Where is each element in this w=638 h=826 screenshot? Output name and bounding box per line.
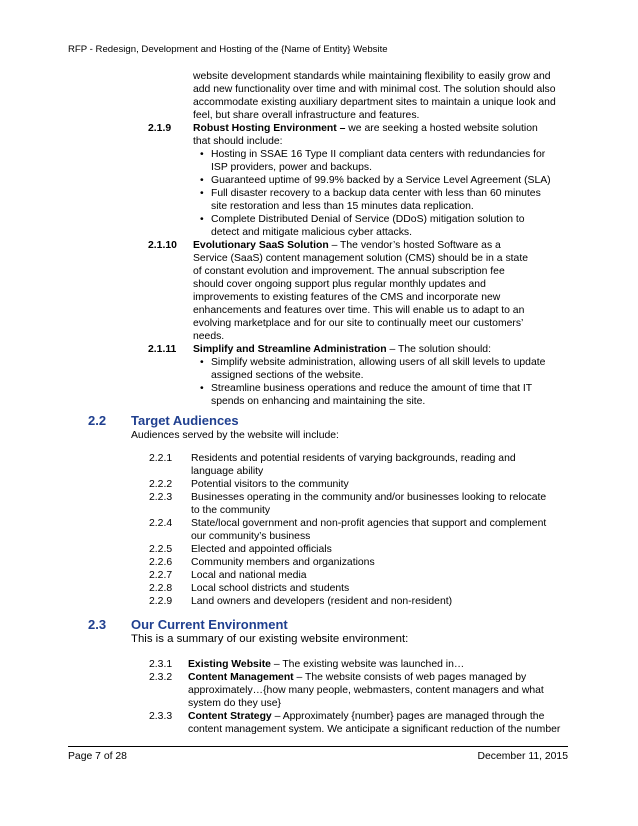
list-item-rest: – Approximately {number} pages are managed through the — [271, 711, 545, 722]
list-item-text — [188, 711, 544, 724]
list-item-text: approximately…{how many people, webmasters, content managers and what — [188, 685, 544, 696]
list-item-text: Businesses operating in the community and/or businesses looking to relocate — [191, 492, 547, 503]
list-number: 2.2.7 — [149, 570, 173, 581]
list-item-rest: – The existing website was launched in… — [270, 659, 465, 670]
intro-line: feel, but share overall infrastructure and features. — [193, 110, 420, 121]
section-2-2-intro: Audiences served by the website will include: — [131, 430, 339, 441]
list-item-text: Community members and organizations — [191, 557, 375, 568]
list-item-title: Existing Website — [188, 659, 271, 670]
bullet-text: detect and mitigate malicious cyber attacks. — [211, 227, 412, 238]
list-item-text: Local and national media — [191, 570, 307, 581]
bullet-text: Simplify website administration, allowing users of all skill levels to update — [211, 357, 546, 368]
list-item-text: Land owners and developers (resident and non-resident) — [191, 596, 453, 607]
bullet-text: site restoration and less than 15 minutes data replication. — [211, 201, 474, 212]
list-number: 2.2.4 — [149, 518, 173, 529]
bullet-text: Hosting in SSAE 16 Type II compliant data centers with redundancies for — [211, 149, 546, 160]
list-number: 2.2.9 — [149, 596, 173, 607]
list-item-text: system do they use} — [188, 698, 281, 709]
section-2-3-intro: This is a summary of our existing website environment: — [131, 633, 409, 645]
list-number: 2.3.3 — [149, 711, 173, 722]
item-2-1-11-title: Simplify and Streamline Administration — [193, 344, 387, 355]
bullet-dot: • — [200, 175, 204, 186]
list-number: 2.2.6 — [149, 557, 173, 568]
list-item-text: Elected and appointed officials — [191, 544, 332, 555]
bullet-dot: • — [200, 149, 204, 160]
bullet-text: assigned sections of the website. — [211, 370, 364, 381]
bullet-dot: • — [200, 188, 204, 199]
section-number-2-2: 2.2 — [88, 413, 107, 428]
list-item-text — [188, 659, 464, 672]
item-2-1-9-line: that should include: — [193, 136, 283, 147]
bullet-text: spends on enhancing and maintaining the site. — [211, 396, 426, 407]
bullet-text: Complete Distributed Denial of Service (DDoS) mitigation solution to — [211, 214, 525, 225]
item-2-1-11-heading — [193, 344, 491, 357]
item-2-1-10-line: of constant evolution and improvement. The annual subscription fee — [193, 266, 505, 277]
item-2-1-10-line: Service (SaaS) content management solution (CMS) should be in a state — [193, 253, 528, 264]
item-2-1-10-heading — [193, 240, 501, 253]
list-number: 2.2.1 — [149, 453, 173, 464]
bullet-text: Full disaster recovery to a backup data center with less than 60 minutes — [211, 188, 541, 199]
running-header: RFP - Redesign, Development and Hosting of the {Name of Entity} Website — [68, 44, 388, 55]
item-2-1-10-line: evolving marketplace and for our site to continually meet our customers’ — [193, 318, 524, 329]
item-number-2-1-10: 2.1.10 — [148, 240, 177, 251]
bullet-text: Guaranteed uptime of 99.9% backed by a Service Level Agreement (SLA) — [211, 175, 551, 186]
intro-line: accommodate existing auxiliary department sites to maintain a unique look and — [193, 97, 556, 108]
item-2-1-10-line: enhancements and features over time. This will enable us to adapt to an — [193, 305, 525, 316]
item-2-1-11-text: – The solution should: — [386, 344, 491, 355]
page-number: Page 7 of 28 — [68, 751, 127, 762]
list-item-text: State/local government and non-profit agencies that support and complement — [191, 518, 547, 529]
list-number: 2.2.8 — [149, 583, 173, 594]
list-item-text: Residents and potential residents of varying backgrounds, reading and — [191, 453, 516, 464]
list-item-title: Content Strategy — [188, 711, 272, 722]
item-2-1-10-line: should cover ongoing support plus regular monthly updates and — [193, 279, 486, 290]
item-number-2-1-11: 2.1.11 — [148, 344, 177, 355]
item-2-1-9-title: Robust Hosting Environment – — [193, 123, 346, 134]
list-number: 2.3.2 — [149, 672, 173, 683]
list-number: 2.2.5 — [149, 544, 173, 555]
section-title-2-2: Target Audiences — [131, 413, 239, 428]
bullet-text: Streamline business operations and reduce the amount of time that IT — [211, 383, 533, 394]
intro-line: website development standards while maintaining flexibility to easily grow and — [193, 71, 551, 82]
item-2-1-10-line: needs. — [193, 331, 225, 342]
list-item-text: language ability — [191, 466, 264, 477]
list-item-text: content management system. We anticipate a significant reduction of the number — [188, 724, 561, 735]
list-item-text: to the community — [191, 505, 271, 516]
bullet-dot: • — [200, 214, 204, 225]
item-2-1-10-text: – The vendor’s hosted Software as a — [328, 240, 501, 251]
item-2-1-9-heading — [193, 123, 538, 136]
section-number-2-3: 2.3 — [88, 617, 107, 632]
footer-divider — [68, 746, 568, 747]
bullet-text: ISP providers, power and backups. — [211, 162, 372, 173]
list-item-text: Local school districts and students — [191, 583, 350, 594]
bullet-dot: • — [200, 383, 204, 394]
item-2-1-9-text: we are seeking a hosted website solution — [345, 123, 538, 134]
list-item-title: Content Management — [188, 672, 294, 683]
list-number: 2.2.3 — [149, 492, 173, 503]
list-item-text: our community’s business — [191, 531, 311, 542]
list-item-rest: – The website consists of web pages managed by — [293, 672, 527, 683]
section-title-2-3: Our Current Environment — [131, 617, 288, 632]
footer-date: December 11, 2015 — [477, 751, 568, 762]
list-item-text — [188, 672, 526, 685]
list-item-text: Potential visitors to the community — [191, 479, 349, 490]
item-number-2-1-9: 2.1.9 — [148, 123, 172, 134]
item-2-1-10-title: Evolutionary SaaS Solution — [193, 240, 329, 251]
item-2-1-10-line: improvements to existing features of the CMS and incorporate new — [193, 292, 501, 303]
bullet-dot: • — [200, 357, 204, 368]
list-number: 2.2.2 — [149, 479, 173, 490]
intro-line: add new functionality over time and with minimal cost. The solution should also — [193, 84, 556, 95]
list-number: 2.3.1 — [149, 659, 173, 670]
